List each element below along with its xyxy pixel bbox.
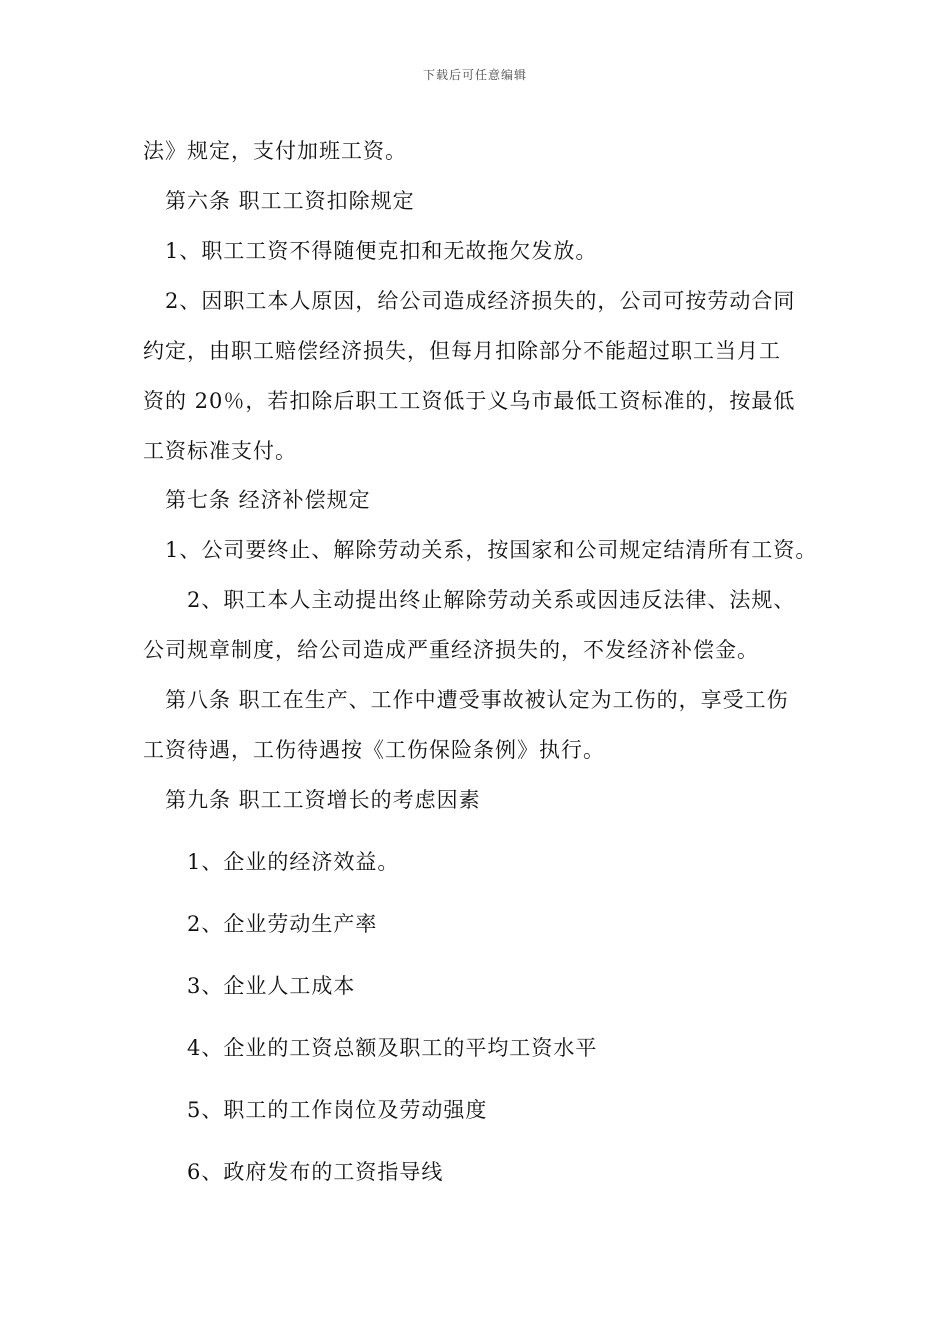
text-line: 工资待遇，工伤待遇按《工伤保险条例》执行。 — [143, 738, 605, 762]
section-heading: 第六条 职工工资扣除规定 — [165, 189, 415, 213]
list-item: 3、企业人工成本 — [187, 974, 356, 998]
list-item: 6、政府发布的工资指导线 — [187, 1160, 444, 1184]
list-item: 1、企业的经济效益。 — [187, 850, 400, 874]
section-heading: 第七条 经济补偿规定 — [165, 488, 371, 512]
section-heading: 第九条 职工工资增长的考虑因素 — [165, 788, 481, 812]
list-item: 2、企业劳动生产率 — [187, 912, 378, 936]
text-line: 资的 20％，若扣除后职工工资低于义乌市最低工资标准的，按最低 — [143, 389, 796, 413]
text-line: 工资标准支付。 — [143, 439, 297, 463]
text-line: 公司规章制度，给公司造成严重经济损失的，不发经济补偿金。 — [143, 638, 759, 662]
list-item: 2、因职工本人原因，给公司造成经济损失的，公司可按劳动合同 — [165, 289, 796, 313]
list-item: 1、公司要终止、解除劳动关系，按国家和公司规定结清所有工资。 — [165, 538, 818, 562]
section-heading: 第八条 职工在生产、工作中遭受事故被认定为工伤的，享受工伤 — [165, 688, 789, 712]
list-item: 2、职工本人主动提出终止解除劳动关系或因违反法律、法规、 — [187, 588, 796, 612]
list-item: 4、企业的工资总额及职工的平均工资水平 — [187, 1036, 598, 1060]
text-line: 法》规定，支付加班工资。 — [143, 139, 407, 163]
text-line: 约定，由职工赔偿经济损失，但每月扣除部分不能超过职工当月工 — [143, 339, 781, 363]
list-item: 5、职工的工作岗位及劳动强度 — [187, 1098, 488, 1122]
page-header-note: 下载后可任意编辑 — [422, 68, 527, 82]
list-item: 1、职工工资不得随便克扣和无故拖欠发放。 — [165, 239, 598, 263]
